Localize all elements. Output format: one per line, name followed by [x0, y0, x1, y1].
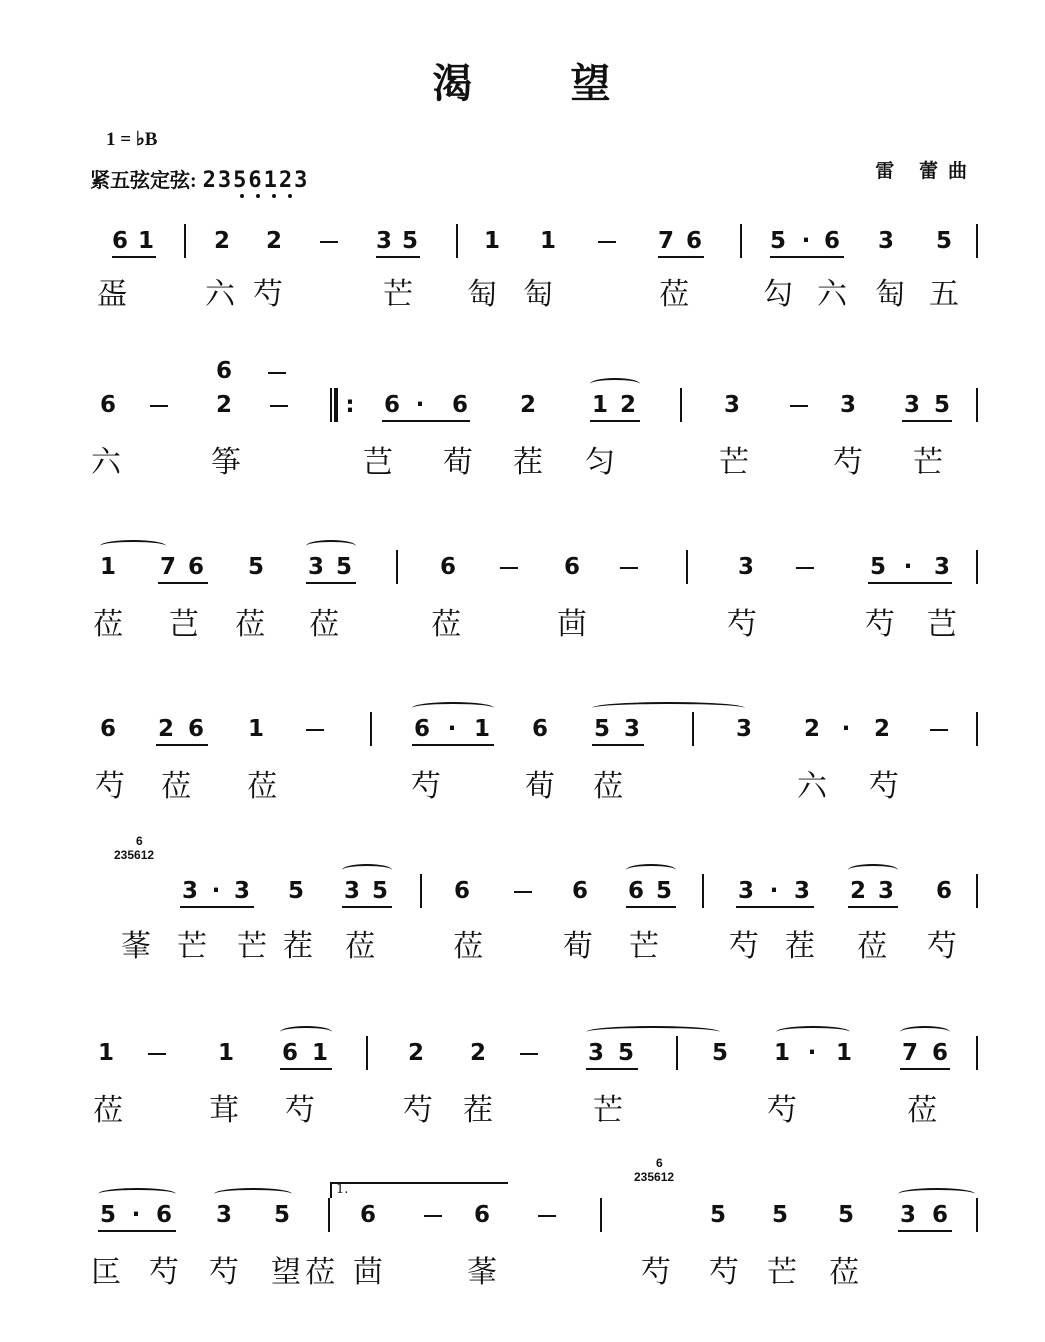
dash	[538, 1215, 556, 1217]
jianpu-note: 5	[933, 392, 950, 418]
barline	[676, 1036, 678, 1070]
tuning-line	[90, 164, 309, 193]
jianpu-note: 6	[473, 1202, 490, 1228]
guqin-tablature-char: 莅	[431, 607, 461, 642]
guqin-tablature-char: 芍	[149, 1255, 179, 1290]
guqin-tablature-char: 芍	[253, 277, 283, 312]
jianpu-note: ·	[131, 1202, 141, 1228]
jianpu-note: 5	[769, 228, 786, 254]
low-dot	[288, 194, 292, 198]
guqin-tablature-char: 芑	[169, 607, 199, 642]
guqin-tablature-char: 芒	[767, 1255, 797, 1290]
dash	[270, 405, 288, 407]
jianpu-note: 5	[711, 1040, 728, 1066]
jianpu-note: 3	[307, 554, 324, 580]
barline	[420, 874, 422, 908]
underline-beam	[156, 744, 208, 746]
jianpu-note: ·	[415, 392, 425, 418]
jianpu-note: 5	[617, 1040, 634, 1066]
slur	[848, 864, 898, 876]
jianpu-note: 2	[265, 228, 282, 254]
jianpu-note: 2	[849, 878, 866, 904]
guqin-tablature-char: 芍	[869, 769, 899, 804]
underline-beam	[376, 256, 420, 258]
barline	[686, 550, 688, 584]
jianpu-note: 1	[137, 228, 154, 254]
underline-beam	[590, 420, 640, 422]
guqin-tablature-char: 荀	[563, 929, 593, 964]
guqin-tablature-char: 芑	[363, 445, 393, 480]
guqin-tablature-char: 芒	[719, 445, 749, 480]
barline	[740, 224, 742, 258]
jianpu-note: 1	[591, 392, 608, 418]
jianpu-note: 1	[483, 228, 500, 254]
dash	[424, 1215, 442, 1217]
underline-beam	[848, 906, 898, 908]
jianpu-note: 6	[99, 392, 116, 418]
dash	[796, 567, 814, 569]
jianpu-note: 3	[899, 1202, 916, 1228]
jianpu-note: 7	[901, 1040, 918, 1066]
barline	[330, 388, 332, 422]
underline-beam	[158, 582, 208, 584]
jianpu-note: 6	[571, 878, 588, 904]
jianpu-note: 6	[563, 554, 580, 580]
guqin-tablature-char: 芍	[209, 1255, 239, 1290]
jianpu-note: 6	[155, 1202, 172, 1228]
underline-beam	[382, 420, 470, 422]
low-dot	[240, 194, 244, 198]
guqin-tablature-char: 匋	[467, 277, 497, 312]
guqin-tablature-char: 芍	[729, 929, 759, 964]
guqin-tablature-char: 芒	[629, 929, 659, 964]
dash	[500, 567, 518, 569]
guqin-tablature-char: 芒	[237, 929, 267, 964]
jianpu-note: 6	[685, 228, 702, 254]
guqin-tablature-char: 荀	[525, 769, 555, 804]
jianpu-note: 3	[215, 1202, 232, 1228]
jianpu-note: 5	[99, 1202, 116, 1228]
jianpu-note: 1	[539, 228, 556, 254]
barline	[692, 712, 694, 746]
guqin-tablature-char: 芍	[727, 607, 757, 642]
jianpu-note: 1	[311, 1040, 328, 1066]
underline-beam	[898, 1230, 952, 1232]
jianpu-note: 1	[217, 1040, 234, 1066]
jianpu-note: 5	[935, 228, 952, 254]
barline	[976, 1198, 978, 1232]
guqin-tablature-char: 芒	[913, 445, 943, 480]
underline-beam	[180, 906, 254, 908]
guqin-tablature-char: 芒	[383, 277, 413, 312]
guqin-tablature-char: 芍	[927, 929, 957, 964]
jianpu-note: 6	[627, 878, 644, 904]
jianpu-note: 5	[273, 1202, 290, 1228]
jianpu-note: 6	[453, 878, 470, 904]
jianpu-note: 6	[823, 228, 840, 254]
underline-beam	[626, 906, 676, 908]
guqin-tablature-char: 莅	[593, 769, 623, 804]
barline	[396, 550, 398, 584]
barline	[328, 1198, 330, 1232]
dash	[148, 1053, 166, 1055]
jianpu-note: 6	[111, 228, 128, 254]
tuning-label: 紧五弦定弦:	[90, 170, 197, 192]
jianpu-note: 6	[451, 392, 468, 418]
jianpu-note: 5	[371, 878, 388, 904]
dash	[306, 729, 324, 731]
jianpu-note: 3	[233, 878, 250, 904]
jianpu-note: 3	[343, 878, 360, 904]
jianpu-note: 6	[935, 878, 952, 904]
guqin-tablature-char: 六	[817, 277, 847, 312]
barline	[184, 224, 186, 258]
jianpu-note: 5	[655, 878, 672, 904]
guqin-tablature-char: 芑	[927, 607, 957, 642]
jianpu-note: ·	[801, 228, 811, 254]
slur	[590, 378, 640, 390]
guqin-tablature-char: 莅	[309, 607, 339, 642]
guqin-tablature-char: 六	[205, 277, 235, 312]
underline-beam	[902, 420, 952, 422]
slur	[412, 702, 494, 714]
guqin-tablature-char: 莅	[161, 769, 191, 804]
underline-beam	[586, 1068, 638, 1070]
jianpu-note: ·	[211, 878, 221, 904]
guqin-tablature-char: 莑	[121, 929, 151, 964]
jianpu-note: 6	[383, 392, 400, 418]
guqin-tablature-char: 莑	[467, 1255, 497, 1290]
jianpu-note: 3	[181, 878, 198, 904]
underline-beam	[342, 906, 392, 908]
guqin-tablature-char: 筝	[211, 445, 241, 480]
jianpu-note: 5	[593, 716, 610, 742]
guqin-tablature-char: 莅	[453, 929, 483, 964]
jianpu-note: 2	[469, 1040, 486, 1066]
low-dot	[272, 194, 276, 198]
guqin-tablature-char: 芍	[709, 1255, 739, 1290]
underline-beam	[412, 744, 494, 746]
dash	[268, 372, 286, 374]
jianpu-note: 6	[187, 554, 204, 580]
guqin-tablature-char: 匋	[875, 277, 905, 312]
dash	[150, 405, 168, 407]
jianpu-note: 2	[619, 392, 636, 418]
dash	[620, 567, 638, 569]
barline	[456, 224, 458, 258]
underline-beam	[868, 582, 952, 584]
slur	[900, 1026, 950, 1038]
jianpu-note: ·	[769, 878, 779, 904]
guqin-tablature-char: 茬	[785, 929, 815, 964]
jianpu-note: 5	[771, 1202, 788, 1228]
jianpu-note: 2	[157, 716, 174, 742]
guqin-tablature-char: 茬	[283, 929, 313, 964]
repeat-colon: :	[345, 392, 355, 418]
barline	[976, 712, 978, 746]
jianpu-note: 6	[413, 716, 430, 742]
guqin-tablature-char: 荀	[443, 445, 473, 480]
guqin-tablature-char: 六	[797, 769, 827, 804]
guqin-tablature-char: 莅	[247, 769, 277, 804]
repeat-start-barline	[334, 388, 338, 422]
jianpu-note: 6	[531, 716, 548, 742]
slur	[342, 864, 392, 876]
guqin-tablature-char: 芍	[403, 1093, 433, 1128]
barline	[680, 388, 682, 422]
jianpu-note: 1	[473, 716, 490, 742]
composer: 雷 蕾曲	[875, 161, 977, 182]
slur	[626, 864, 676, 876]
slur	[306, 540, 356, 552]
guqin-tablature-char: 匀	[585, 445, 615, 480]
key-signature: 1 = ♭B	[106, 129, 158, 150]
jianpu-note: 1	[835, 1040, 852, 1066]
dash	[514, 891, 532, 893]
jianpu-note: ·	[807, 1040, 817, 1066]
slur	[586, 1026, 720, 1038]
guqin-tablature-char: 匞	[91, 1255, 121, 1290]
underline-beam	[736, 906, 814, 908]
jianpu-note: 5	[837, 1202, 854, 1228]
jianpu-note: 6	[359, 1202, 376, 1228]
guqin-tablature-char: 芍	[641, 1255, 671, 1290]
slur	[898, 1188, 975, 1200]
guqin-tablature-char: 莅	[93, 1093, 123, 1128]
guqin-tablature-char: 芍	[95, 769, 125, 804]
barline	[976, 550, 978, 584]
dash	[320, 241, 338, 243]
ornament-top: 6	[656, 1156, 663, 1170]
guqin-tablature-char: 茴	[353, 1255, 383, 1290]
jianpu-note: 5	[247, 554, 264, 580]
guqin-tablature-char: 芍	[285, 1093, 315, 1128]
jianpu-note: 5	[709, 1202, 726, 1228]
dash	[930, 729, 948, 731]
jianpu-note: 5	[869, 554, 886, 580]
barline	[370, 712, 372, 746]
jianpu-note: 5	[287, 878, 304, 904]
slur	[592, 702, 745, 714]
jianpu-note: 7	[657, 228, 674, 254]
slur	[100, 540, 166, 552]
guqin-tablature-char: 芒	[177, 929, 207, 964]
tuning-notes: 2356123	[202, 168, 310, 193]
guqin-tablature-char: 六	[91, 445, 121, 480]
guqin-tablature-char: 莅	[93, 607, 123, 642]
jianpu-note: 3	[877, 878, 894, 904]
guqin-tablature-char: 勾	[763, 277, 793, 312]
underline-beam	[280, 1068, 332, 1070]
guqin-tablature-char: 茬	[463, 1093, 493, 1128]
slur	[214, 1188, 292, 1200]
barline	[600, 1198, 602, 1232]
jianpu-note: 6	[931, 1040, 948, 1066]
jianpu-note: 6	[439, 554, 456, 580]
guqin-tablature-char: 莅	[345, 929, 375, 964]
guqin-tablature-char: 芍	[833, 445, 863, 480]
guqin-tablature-char: 莅	[235, 607, 265, 642]
jianpu-note: 1	[773, 1040, 790, 1066]
jianpu-note: 5	[401, 228, 418, 254]
jianpu-note: 1	[99, 554, 116, 580]
jianpu-note: 3	[623, 716, 640, 742]
barline	[976, 874, 978, 908]
guqin-tablature-char: 匋	[523, 277, 553, 312]
jianpu-note: ·	[447, 716, 457, 742]
jianpu-note: 2	[215, 392, 232, 418]
dash	[790, 405, 808, 407]
underline-beam	[306, 582, 356, 584]
guqin-tablature-char: 芒	[593, 1093, 623, 1128]
guqin-tablature-char: 莅	[659, 277, 689, 312]
slur	[776, 1026, 850, 1038]
ornament-top: 6	[136, 834, 143, 848]
piece-title	[0, 52, 1045, 109]
barline	[976, 224, 978, 258]
guqin-tablature-char: 茸	[209, 1093, 239, 1128]
jianpu-note: 2	[803, 716, 820, 742]
guqin-tablature-char: 芍	[411, 769, 441, 804]
low-dot	[256, 194, 260, 198]
jianpu-note: 6	[281, 1040, 298, 1066]
guqin-tablature-char: 㿿	[97, 277, 127, 312]
jianpu-note: 3	[735, 716, 752, 742]
jianpu-note: ·	[903, 554, 913, 580]
barline	[976, 388, 978, 422]
barline	[702, 874, 704, 908]
jianpu-note: 5	[335, 554, 352, 580]
underline-beam	[98, 1230, 176, 1232]
volta-label: 1.	[336, 1182, 349, 1197]
underline-beam	[770, 256, 844, 258]
jianpu-note: 2	[873, 716, 890, 742]
slur	[98, 1188, 176, 1200]
jianpu-note: 6	[215, 358, 232, 384]
guqin-tablature-char: 茴	[557, 607, 587, 642]
underline-beam	[658, 256, 704, 258]
guqin-tablature-char: 莅	[829, 1255, 859, 1290]
jianpu-note: 6	[931, 1202, 948, 1228]
ornament-label: 235612	[634, 1170, 675, 1184]
jianpu-note: 3	[587, 1040, 604, 1066]
guqin-tablature-char: 芍	[865, 607, 895, 642]
guqin-tablature-char: 芍	[767, 1093, 797, 1128]
guqin-tablature-char: 望	[271, 1255, 301, 1290]
guqin-tablature-char: 莅	[857, 929, 887, 964]
dash	[598, 241, 616, 243]
guqin-tablature-char: 莅	[907, 1093, 937, 1128]
jianpu-note: 3	[903, 392, 920, 418]
jianpu-note: 6	[99, 716, 116, 742]
underline-beam	[592, 744, 644, 746]
title-char-1: 渴	[432, 60, 475, 107]
volta-bracket	[330, 1182, 508, 1198]
underline-beam	[900, 1068, 950, 1070]
barline	[366, 1036, 368, 1070]
jianpu-note: 3	[839, 392, 856, 418]
underline-beam	[112, 256, 156, 258]
jianpu-note: 2	[213, 228, 230, 254]
jianpu-note: 7	[159, 554, 176, 580]
jianpu-note: 1	[247, 716, 264, 742]
jianpu-note: 3	[375, 228, 392, 254]
jianpu-note: 3	[933, 554, 950, 580]
guqin-tablature-char: 五	[929, 277, 959, 312]
guqin-tablature-char: 茬	[513, 445, 543, 480]
jianpu-note: 6	[187, 716, 204, 742]
jianpu-note: 3	[737, 554, 754, 580]
jianpu-note: 3	[723, 392, 740, 418]
jianpu-note: 2	[519, 392, 536, 418]
jianpu-note: 1	[97, 1040, 114, 1066]
guqin-tablature-char: 莅	[305, 1255, 335, 1290]
title-char-2: 望	[570, 60, 613, 107]
jianpu-note: 2	[407, 1040, 424, 1066]
jianpu-note: ·	[841, 716, 851, 742]
ornament-label: 235612	[114, 848, 155, 862]
jianpu-note: 3	[737, 878, 754, 904]
slur	[280, 1026, 332, 1038]
jianpu-note: 3	[877, 228, 894, 254]
barline	[976, 1036, 978, 1070]
jianpu-note: 3	[793, 878, 810, 904]
dash	[520, 1053, 538, 1055]
